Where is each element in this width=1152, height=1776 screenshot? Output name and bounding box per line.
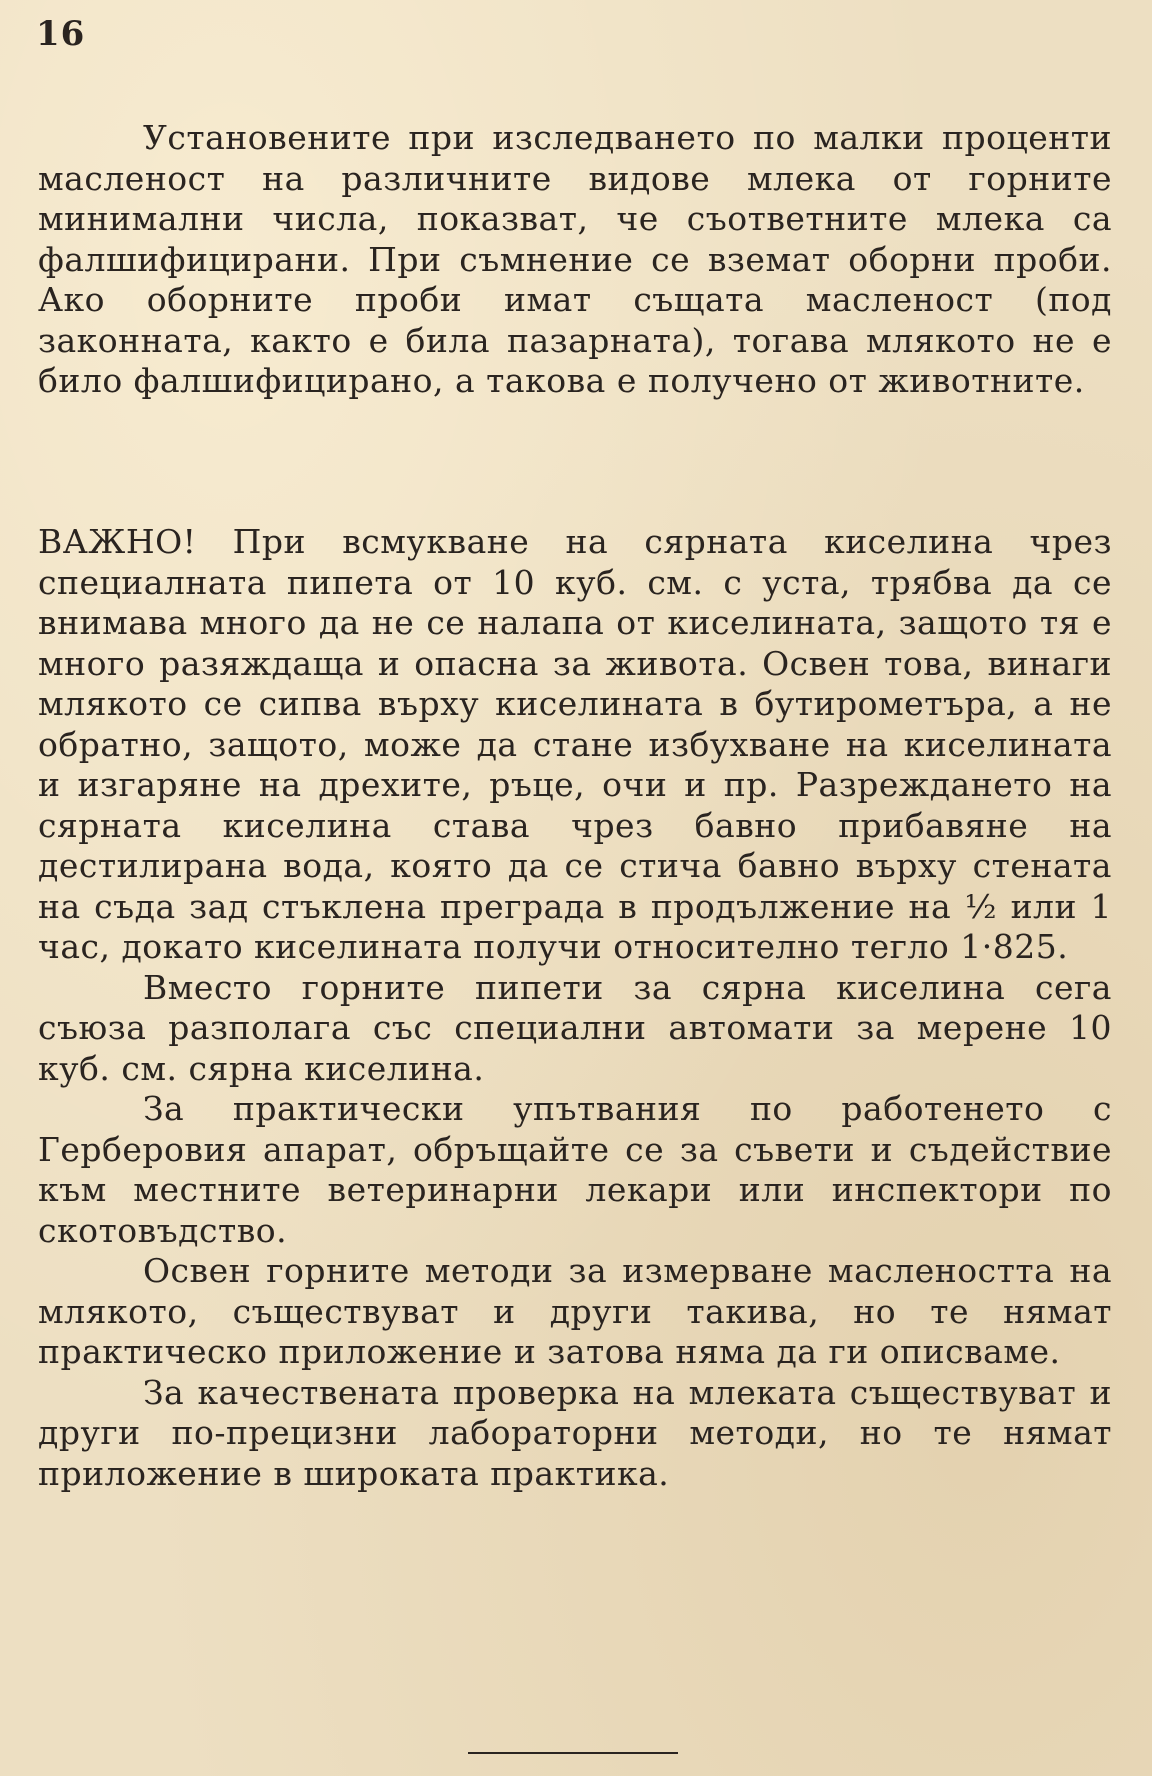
paragraph-instructions: За практически упътвания по работенето с Герберовия апарат, обръщайте се за съвети и съдействие към местните ветеринарни лекари или инспектори по скотовъдство.	[38, 1089, 1112, 1250]
end-divider	[468, 1752, 678, 1754]
paragraph-quality-check: За качествената проверка на млеката съществуват и други по-прецизни лабораторни методи, но те нямат приложение в широката практика.	[38, 1372, 1112, 1493]
paragraph-important-warning: ВАЖНО! При всмукване на сярната киселина чрез специалната пипета от 10 куб. см. с уста, трябва да се внимава много да не се налапа от киселината, защото тя е много разяждаща и опасна за живота. Освен това, винаги млякото се сипва върху киселината в бутирометъра, а не обратно, защото, може да стане избухване на киселината и изгаряне на дрехите, ръце, очи и пр. Разреждането на сярната киселина става чрез бавно прибавяне на дестилирана вода, която да се стича бавно върху стената на съда зад стъклена преграда в продължение на ½ или 1 час, докато киселината получи относително тегло 1·825.	[38, 522, 1112, 966]
paragraph-falsification: Установените при изследването по малки проценти масленост на различните видове млека от горните минимални числа, показват, че съответните млека са фалшифицирани. При съмнение се вземат оборни проби. Ако оборните проби имат същата масленост (под законната, както е била пазарната), тогава млякото не е било фалшифицирано, а такова е получено от животните.	[38, 118, 1112, 400]
paragraph-other-methods: Освен горните методи за измерване маслеността на млякото, съществуват и други такива, но те нямат практическо приложение и затова няма да ги описваме.	[38, 1251, 1112, 1371]
paragraph-pipettes: Вместо горните пипети за сярна киселина сега съюза разполага със специални автомати за мерене 10 куб. см. сярна киселина.	[38, 967, 1112, 1088]
section-important	[38, 522, 1112, 1494]
section-fat-content	[38, 118, 1112, 402]
page-number: 16	[36, 14, 86, 54]
